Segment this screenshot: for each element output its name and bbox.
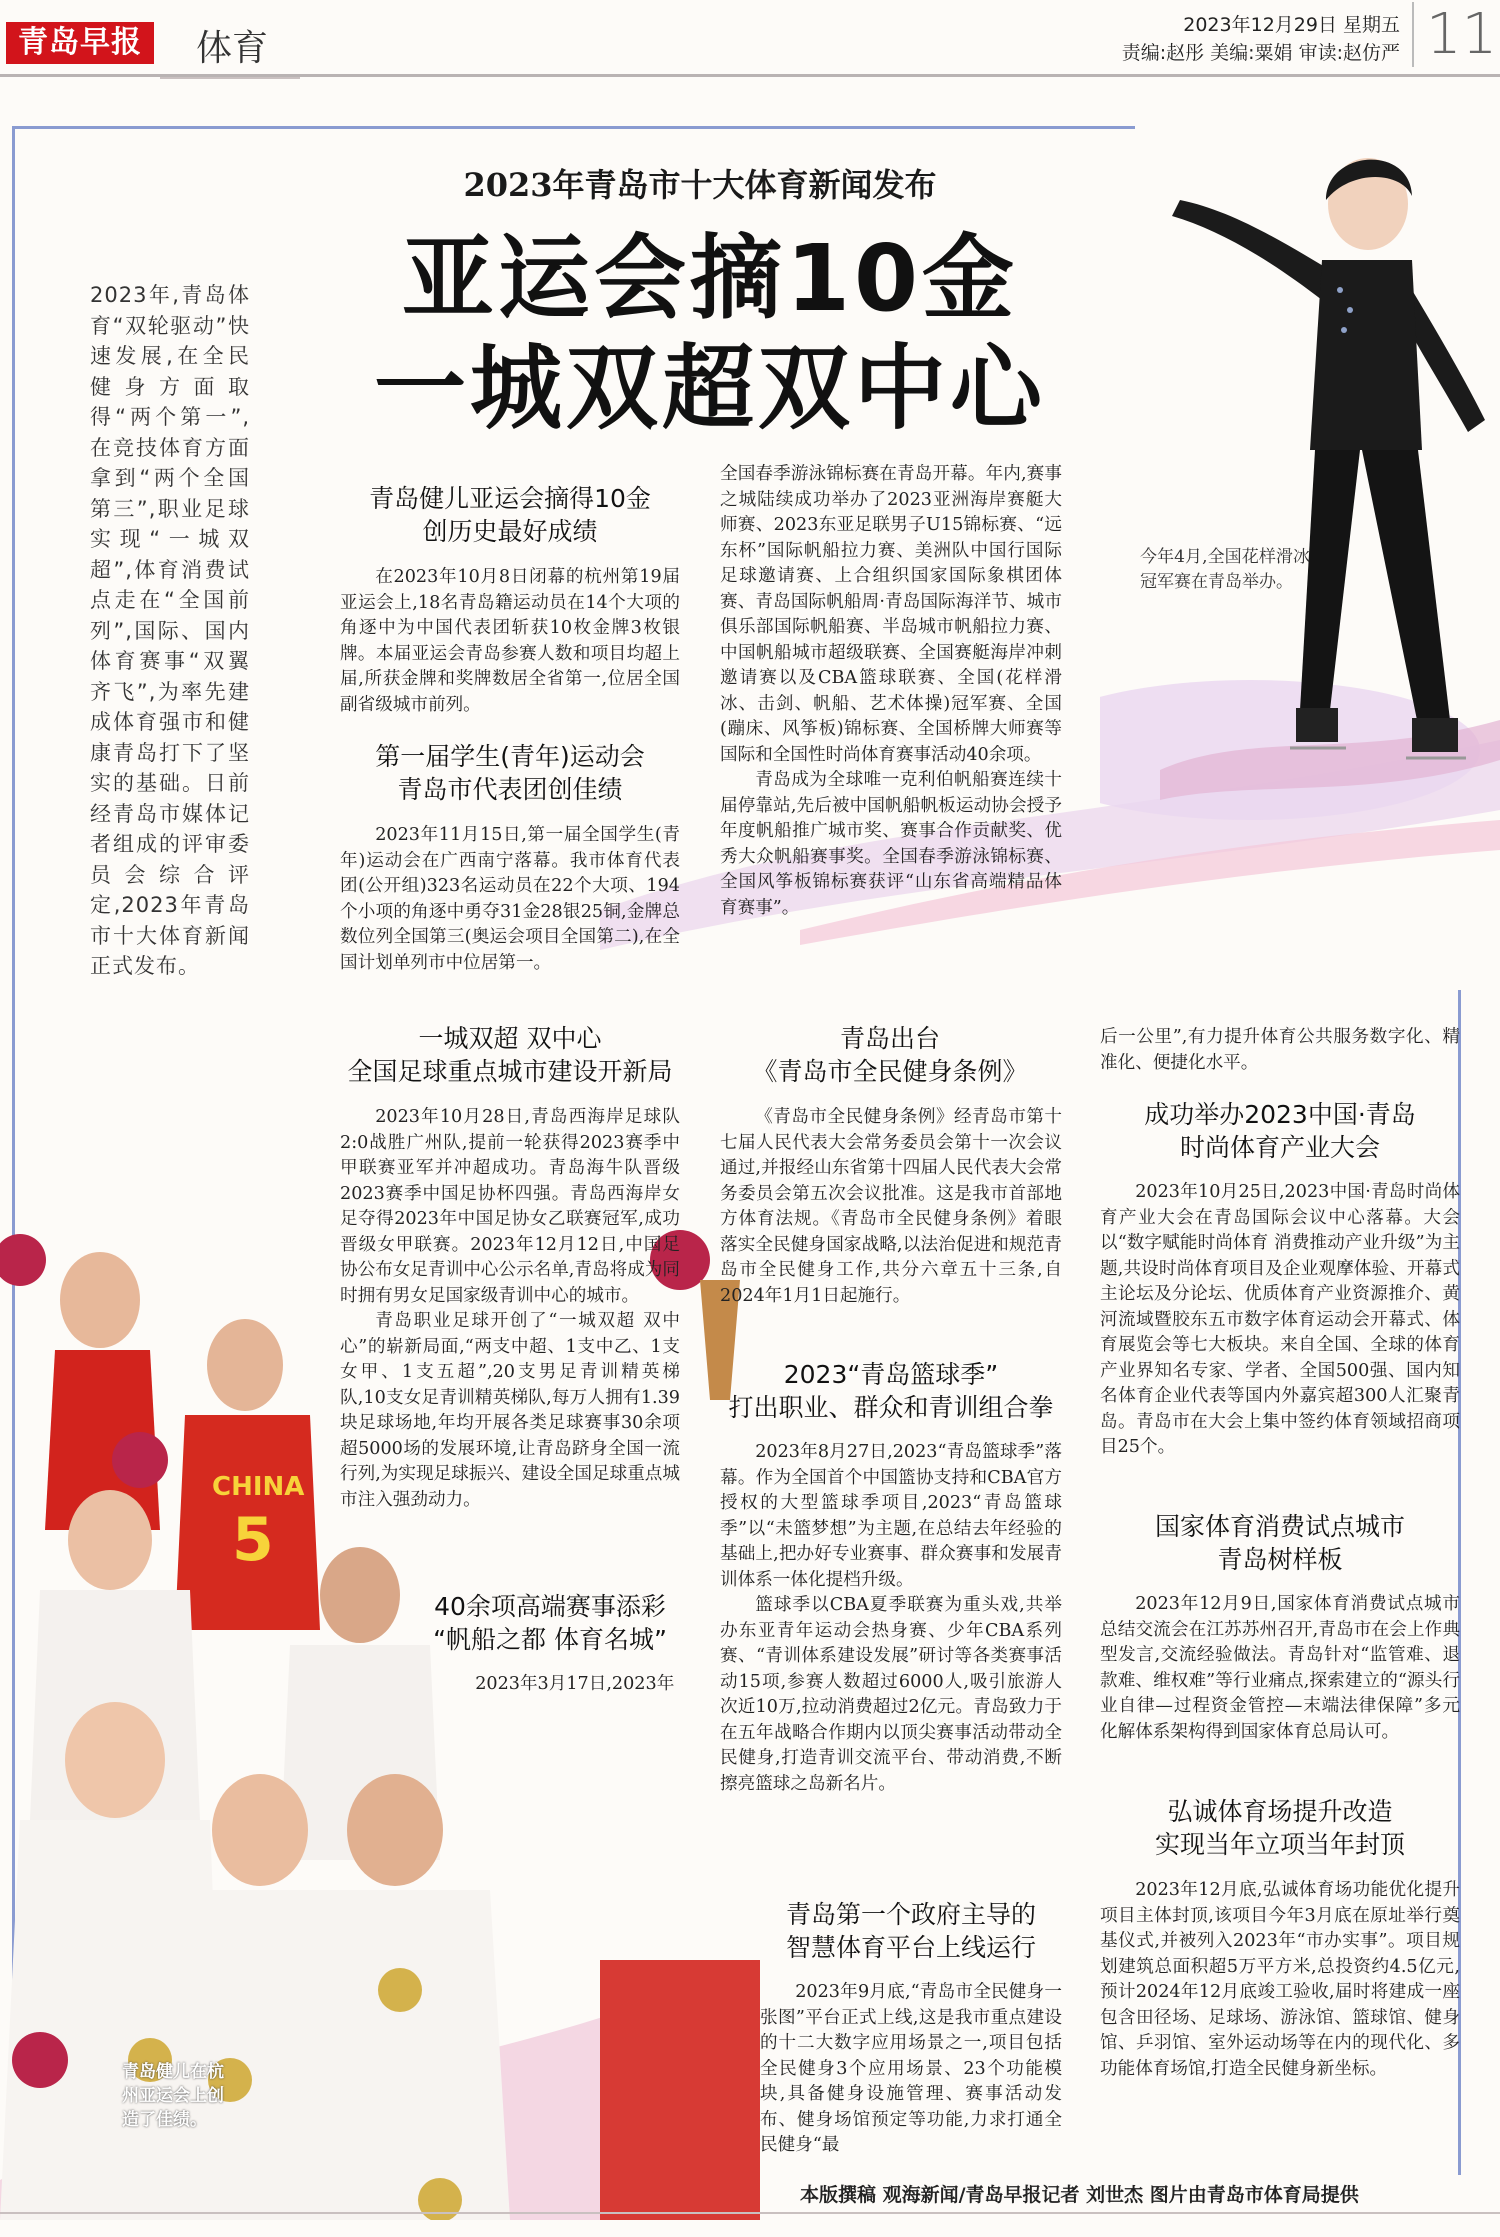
article-5-title-line1: 青岛出台 — [839, 1024, 940, 1053]
article-5-title-line2: 《青岛市全民健身条例》 — [752, 1057, 1028, 1086]
article-1-title-line1: 青岛健儿亚运会摘得10金 — [369, 484, 651, 513]
article-1-paragraph: 在2023年10月8日闭幕的杭州第19届亚运会上,18名青岛籍运动员在14个大项的角逐中为中国代表团斩获10枚金牌3枚银牌。本届亚运会青岛参赛人数和项目均超上届,所获金牌和奖牌数居全省第一,位居全国副省级城市前列。 — [340, 567, 680, 715]
article-4-body — [440, 1672, 680, 1698]
article-4-paragraph-start: 2023年3月17日,2023年 — [475, 1674, 675, 1694]
article-1-title — [340, 482, 680, 548]
article-4-paragraph-cont-1: 全国春季游泳锦标赛在青岛开幕。年内,赛事之城陆续成功举办了2023亚洲海岸赛艇大师赛、2023东亚足联男子U15锦标赛、“远东杯”国际帆船拉力赛、美洲队中国行国际足球邀请赛、上合组织国家国际象棋团体赛、青岛国际帆船周·青岛国际海洋节、城市俱乐部国际帆船赛、半岛城市帆船拉力赛、中国帆船城市超级联赛、全国赛艇海岸冲刺邀请赛以及CBA篮球联赛、全国(花样滑冰、击剑、帆船、艺术体操)冠军赛、全国(蹦床、风筝板)锦标赛、全国桥牌大师赛等国际和全国性时尚体育赛事活动40余项。 — [720, 464, 1062, 765]
article-9-body — [1100, 1592, 1460, 1745]
article-6-paragraph-1: 2023年8月27日,2023“青岛篮球季”落幕。作为全国首个中国篮协支持和CBA官方授权的大型篮球季项目,2023“青岛篮球季”以“未篮梦想”为主题,在总结去年经验的基础上,把办好专业赛事、群众赛事和发展青训体系一体化提档升级。 — [720, 1442, 1062, 1590]
article-3-paragraph-2: 青岛职业足球开创了“一城双超 双中心”的崭新局面,“两支中超、1支中乙、1支女甲、1支五超”,20支男足青训精英梯队,10支女足青训精英梯队,每万人拥有1.39块足球场地,年均开展各类足球赛事30余项超5000场的发展环境,让青岛跻身全国一流行列,为实现足球振兴、建设全国足球重点城市注入强劲动力。 — [340, 1311, 680, 1510]
article-7-title-line2: 智慧体育平台上线运行 — [785, 1933, 1036, 1962]
section-name: 体育 — [196, 28, 269, 69]
jersey-text: CHINA — [212, 1472, 305, 1502]
header-divider — [0, 74, 1500, 77]
article-7-paragraph-cont: 后一公里”,有力提升体育公共服务数字化、精准化、便捷化水平。 — [1100, 1027, 1460, 1073]
masthead-logo: 青岛早报 — [6, 22, 154, 64]
article-5-body — [720, 1105, 1062, 1309]
article-7-title — [760, 1898, 1062, 1964]
article-6-title — [720, 1358, 1062, 1424]
article-4-title-line2: “帆船之都 体育名城” — [433, 1625, 667, 1654]
headline-kicker: 2023年青岛市十大体育新闻发布 — [463, 166, 937, 204]
headline-line-2: 一城双超双中心 — [373, 335, 1046, 442]
article-7-body — [760, 1980, 1062, 2159]
figure-skater-photo — [1100, 120, 1500, 930]
article-2-title — [340, 740, 680, 806]
page-number: 11 — [1412, 2, 1500, 67]
jersey-number: 5 — [232, 1505, 274, 1575]
footer-divider — [0, 2212, 1500, 2214]
editor-credits: 责编:赵彤 美编:粟娟 审读:赵仿严 — [1121, 42, 1400, 64]
skater-photo-caption: 今年4月,全国花样滑冰冠军赛在青岛举办。 — [1140, 547, 1310, 592]
article-9-title — [1100, 1510, 1460, 1576]
athletes-photo-caption: 青岛健儿在杭州亚运会上创造了佳绩。 — [122, 2062, 224, 2130]
article-3-title-line2: 全国足球重点城市建设开新局 — [347, 1057, 673, 1086]
article-10-title — [1100, 1795, 1460, 1861]
article-9-paragraph: 2023年12月9日,国家体育消费试点城市总结交流会在江苏苏州召开,青岛市在会上作典型发言,交流经验做法。青岛针对“监管难、退款难、维权难”等行业痛点,探索建立的“源头行业自律—过程资金管控—末端法律保障”多元化解体系架构得到国家体育总局认可。 — [1100, 1594, 1460, 1742]
article-10-body — [1100, 1878, 1460, 2082]
article-3-paragraph-1: 2023年10月28日,青岛西海岸足球队2:0战胜广州队,提前一轮获得2023赛季中甲联赛亚军并冲超成功。青岛海牛队晋级2023赛季中国足协杯四强。青岛西海岸女足夺得2023年中国足协女乙联赛冠军,成功晋级女甲联赛。2023年12月12日,中国足协公布女足青训中心公示名单,青岛将成为同时拥有男女足国家级青训中心的城市。 — [340, 1107, 680, 1306]
article-8-body — [1100, 1180, 1460, 1461]
article-9-title-line1: 国家体育消费试点城市 — [1154, 1512, 1405, 1541]
article-4-title-line1: 40余项高端赛事添彩 — [434, 1592, 666, 1621]
article-8-title-line2: 时尚体育产业大会 — [1179, 1133, 1380, 1162]
article-2-paragraph: 2023年11月15日,第一届全国学生(青年)运动会在广西南宁落幕。我市体育代表团(公开组)323名运动员在22个大项、194个小项的角逐中勇夺31金28银25铜,金牌总数位列全国第三(奥运会项目全国第二),在全国计划单列市中位居第一。 — [340, 825, 680, 973]
article-6-body — [720, 1440, 1062, 1797]
article-8-paragraph: 2023年10月25日,2023中国·青岛时尚体育产业大会在青岛国际会议中心落幕。大会以“数字赋能时尚体育 消费推动产业升级”为主题,共设时尚体育项目及企业观摩体验、开幕式主论坛及分论坛、优质体育产业资源推介、黄河流域暨胶东五市数字体育运动会开幕式、体育展览会等七大板块。来自全国、全球的体育产业界知名专家、学者、全国500强、国内知名体育企业代表等国内外嘉宾超300人汇聚青岛。青岛市在大会上集中签约体育领域招商项目25个。 — [1100, 1182, 1460, 1457]
article-10-paragraph: 2023年12月底,弘诚体育场功能优化提升项目主体封顶,该项目今年3月底在原址举行奠基仪式,并被列入2023年“市办实事”。项目规划建筑总面积超5万平方米,总投资约4.5亿元,预计2024年12月底竣工验收,届时将建成一座包含田径场、足球场、游泳馆、篮球馆、健身馆、乒羽馆、室外运动场等在内的现代化、多功能体育场馆,打造全民健身新坐标。 — [1100, 1880, 1460, 2079]
article-6-title-line2: 打出职业、群众和青训组合拳 — [728, 1393, 1054, 1422]
article-2-title-line1: 第一届学生(青年)运动会 — [375, 742, 645, 771]
article-6-paragraph-2: 篮球季以CBA夏季联赛为重头戏,共举办东亚青年运动会热身赛、少年CBA系列赛、“青训体系建设发展”研讨等各类赛事活动15项,参赛人数超过6000人,吸引旅游人次近10万,拉动消费超过2亿元。青岛致力于在五年战略合作期内以顶尖赛事活动带动全民健身,打造青训交流平台、带动消费,不断擦亮篮球之岛新名片。 — [720, 1595, 1062, 1794]
article-5-paragraph: 《青岛市全民健身条例》经青岛市第十七届人民代表大会常务委员会第十一次会议通过,并报经山东省第十四届人民代表大会常务委员会第五次会议批准。这是我市首部地方体育法规。《青岛市全民健身条例》着眼落实全民健身国家战略,以法治促进和规范青岛市全民健身工作,共分六章五十三条,自2024年1月1日起施行。 — [720, 1107, 1062, 1306]
article-4-paragraph-cont-2: 青岛成为全球唯一克利伯帆船赛连续十届停靠站,先后被中国帆船帆板运动协会授予年度帆船推广城市奖、赛事合作贡献奖、优秀大众帆船赛事奖。全国春季游泳锦标赛、全国风筝板锦标赛获评“山东省高端精品体育赛事”。 — [720, 770, 1062, 918]
article-1-title-line2: 创历史最好成绩 — [422, 517, 598, 546]
article-6-title-line1: 2023“青岛篮球季” — [783, 1360, 999, 1389]
byline-credit: 本版撰稿 观海新闻/青岛早报记者 刘世杰 图片由青岛市体育局提供 — [800, 2184, 1359, 2206]
article-10-title-line2: 实现当年立项当年封顶 — [1154, 1830, 1405, 1859]
article-8-title-line1: 成功举办2023中国·青岛 — [1144, 1100, 1416, 1129]
article-3-title-line1: 一城双超 双中心 — [418, 1024, 602, 1053]
article-4-continued-body — [720, 462, 1062, 921]
article-7-title-line1: 青岛第一个政府主导的 — [785, 1900, 1036, 1929]
article-9-title-line2: 青岛树样板 — [1217, 1545, 1343, 1574]
article-4-title — [400, 1590, 700, 1656]
article-2-body — [340, 823, 680, 976]
article-3-title — [340, 1022, 680, 1088]
article-2-title-line2: 青岛市代表团创佳绩 — [397, 775, 623, 804]
issue-date: 2023年12月29日 星期五 — [1183, 14, 1400, 36]
article-1-body — [340, 565, 680, 718]
intro-paragraph: 2023年,青岛体育“双轮驱动”快速发展,在全民健身方面取得“两个第一”,在竞技体育方面拿到“两个全国第三”,职业足球实现“一城双超”,体育消费试点走在“全国前列”,国际、国内体育赛事“双翼齐飞”,为率先建成体育强市和健康青岛打下了坚实的基础。日前经青岛市媒体记者组成的评审委员会综合评定,2023年青岛市十大体育新闻正式发布。 — [90, 283, 250, 978]
article-10-title-line1: 弘诚体育场提升改造 — [1167, 1797, 1393, 1826]
article-3-body — [340, 1105, 680, 1513]
article-5-title — [720, 1022, 1060, 1088]
article-8-title — [1100, 1098, 1460, 1164]
headline-line-1: 亚运会摘10金 — [401, 225, 1019, 332]
article-7-paragraph: 2023年9月底,“青岛市全民健身一张图”平台正式上线,这是我市重点建设的十二大数字应用场景之一,项目包括全民健身3个应用场景、23个功能模块,具备健身设施管理、赛事活动发布、健身场馆预定等功能,力求打通全民健身“最 — [760, 1982, 1062, 2155]
article-7-continued-body — [1100, 1025, 1460, 1076]
